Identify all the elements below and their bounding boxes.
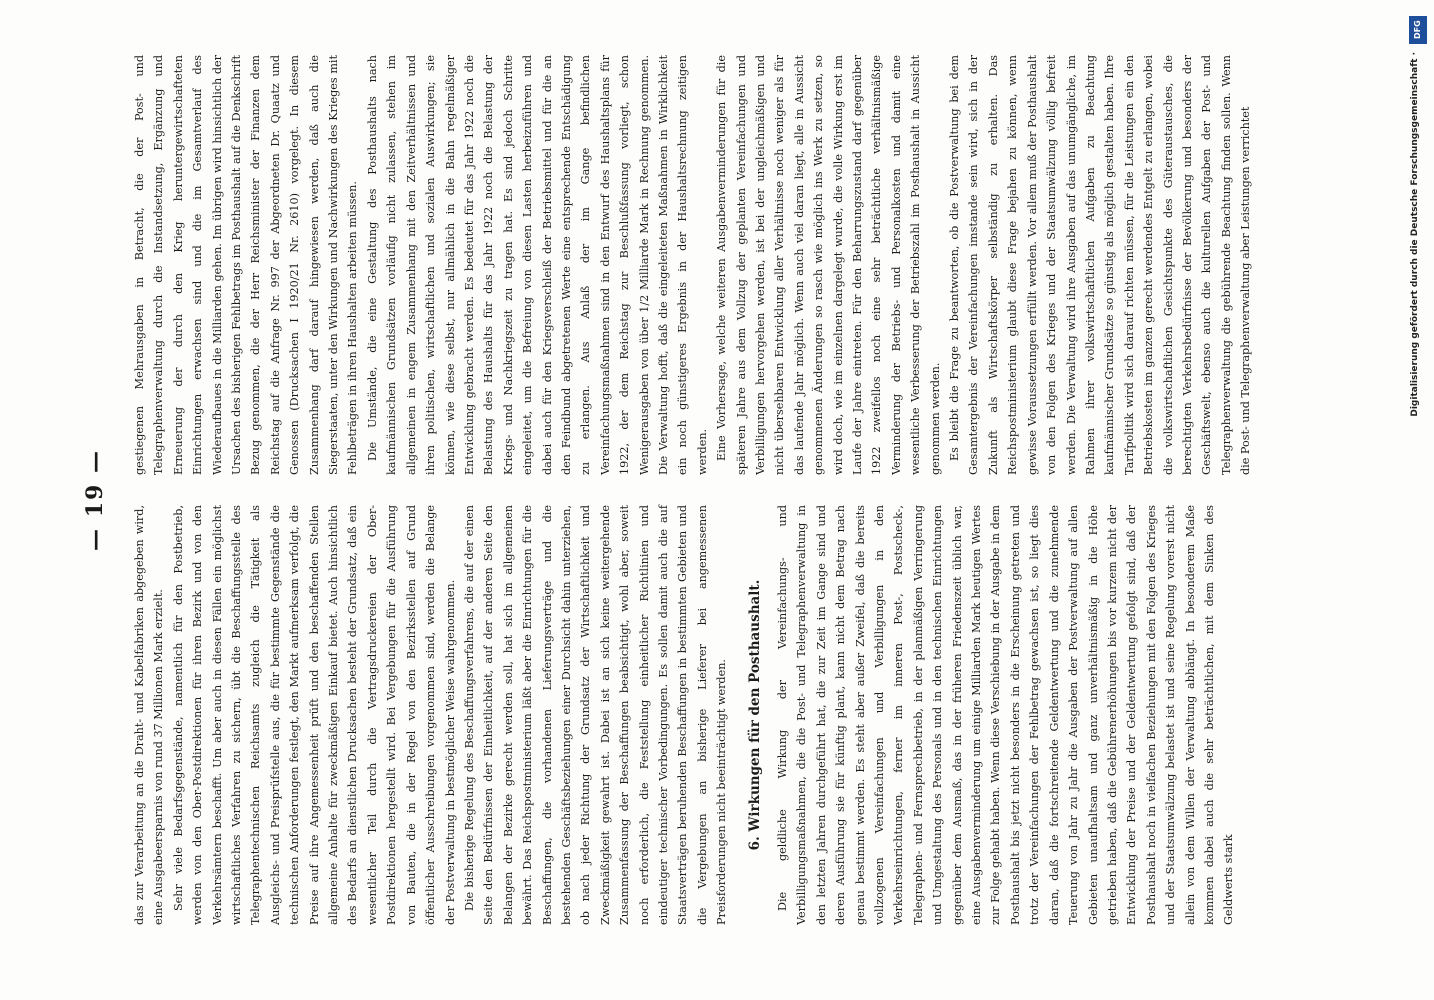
dfg-logo: DFG xyxy=(1409,16,1427,44)
paragraph: Eine Vorhersage, welche weiteren Ausgabenverminderungen für die späteren Jahre aus dem Vollzug der geplanten Vereinfachungen und Verbilligungen hervorgehen werden, ist bei der ungleichmäßigen und nicht übersehbaren Entwicklung aller Verhältnisse noch weniger als für das laufende Jahr möglich. Wenn auch viel daran liegt, alle in Aussicht genommenen Änderungen so rasch wie möglich ins Werk zu setzen, so wird doch, wie im einzelnen dargelegt wurde, die volle Wirkung erst im Laufe der Jahre eintreten. Für den Beharrungszustand darf gegenüber 1922 zweifellos noch eine sehr beträchtliche verhältnismäßige Verminderung der Betriebs- und Personalkosten und damit eine wesentliche Verbesserung der Betriebszahl im Posthaushalt in Aussicht genommen werden. xyxy=(715,55,942,475)
digitization-stamp xyxy=(1408,8,1428,988)
rotated-page-content xyxy=(70,35,1310,965)
paragraph: gestiegenen Mehrausgaben in Betracht, die der Post- und Telegraphenverwaltung durch die Instandsetzung, Ergänzung und Erneuerung der durch den Krieg heruntergewirtschafteten Einrichtungen erwachsen sind und die im Gesamtverlauf des Wiederaufbaues in die Milliarden gehen. Im übrigen wird hinsichtlich der Ursachen des bisherigen Fehlbetrags im Posthaushalt auf die Denkschrift Bezug genommen, die der Herr Reichsminister der Finanzen dem Reichstag auf die Anfrage Nr. 997 der Abgeordneten Dr. Quaatz und Genossen (Drucksachen I 1920/21 Nr. 2610) vorgelegt. In diesem Zusammenhang darf darauf hingewiesen werden, daß auch die Siegerstaaten, unter den Wirkungen und Nachwirkungen des Krieges mit Fehlbeträgen in ihren Haushalten arbeiten müssen. xyxy=(133,55,360,475)
paragraph: Es bleibt die Frage zu beantworten, ob die Postverwaltung bei dem Gesamtergebnis der Vereinfachungen imstande sein wird, sich in der Zukunft als Wirtschaftskörper selbständig zu erhalten. Das Reichspostministerium glaubt diese Frage bejahen zu können, wenn gewisse Voraussetzungen erfüllt werden. Vor allem muß der Posthaushalt von den Folgen des Krieges und der Staatsumwälzung völlig befreit werden. Die Verwaltung wird ihre Ausgaben auf das unumgängliche, im Rahmen ihrer volkswirtschaftlichen Aufgaben zu Beachtung kaufmännischer Grundsätze so günstig als möglich gestalten haben. Ihre Tarifpolitik wird sich darauf richten müssen, für die Leistungen ein den Betriebskosten im ganzen gerecht werdendes Entgelt zu erlangen, wobei die volkswirtschaftlichen Gesichtspunkte des Güteraustausches, die berechtigten Verkehrsbedürfnisse der Bevölkerung und besonders der Geschäftswelt, ebenso auch die kulturellen Aufgaben der Post- und Telegraphenverwaltung die gebührende Beachtung finden sollen. Wenn die Post- und Telegraphenverwaltung aber Leistungen verrichtet xyxy=(948,55,1253,475)
section-heading: 6. Wirkungen für den Posthaushalt. xyxy=(746,579,763,851)
left-column xyxy=(130,505,1239,925)
paragraph: Die geldliche Wirkung der Vereinfachungs- und Verbilligungsmaßnahmen, die die Post- und Telegraphenverwaltung in den letzten Jahren durchgeführt hat, die zur Zeit im Gange sind und deren Ausführung sie für künftig plant, kann nicht dem Betrag nach genau bestimmt werden. Es steht aber außer Zweifel, daß die bereits vollzogenen Vereinfachungen und Verbilligungen in den Verkehrseinrichtungen, ferner im inneren Post-, Postscheck-, Telegraphen- und Fernsprechbetrieb, in der planmäßigen Verringerung und Umgestaltung des Personals und in den technischen Einrichtungen gegenüber dem Ausmaß, das in der früheren Friedenszeit üblich war, eine Ausgabenverminderung um einige Milliarden Mark heutigen Wertes zur Folge gehabt haben. Wenn diese Verschiebung in der Ausgabe in dem Posthaushalt bis jetzt nicht besonders in die Erscheinung getreten und trotz der Vereinfachungen der Fehlbetrag gewachsen ist, so liegt dies daran, daß die fortschreitende Geldentwertung und die zunehmende Teuerung von Jahr zu Jahr die Ausgaben der Postverwaltung auf allen Gebieten unaufhaltsam und ganz unverhältnismäßig in die Höhe getrieben haben, daß die Gebührenerhöhungen bis vor kurzem nicht der Entwicklung der Preise und der Geldentwertung gefolgt sind, daß der Posthaushalt noch in vielfachen Beziehungen mit den Folgen des Krieges und der Staatsumwälzung belastet ist und seine Regelung vorerst nicht allein von dem Willen der Verwaltung abhängt. In besonderem Maße kommen dabei auch die sehr beträchtlichen, mit dem Sinken des Geldwerts stark xyxy=(776,505,1236,925)
stamp-text: Digitalisierung gefördert durch die Deutsche Forschungsgemeinschaft · xyxy=(1410,52,1420,417)
paragraph: das zur Verarbeitung an die Draht- und Kabelfabriken abgegeben wird, eine Ausgabeersparnis von rund 37 Millionen Mark erzielt. xyxy=(133,505,166,925)
paragraph: Die bisherige Regelung des Beschaffungsverfahrens, die auf der einen Seite den Bedürfnissen der Einheitlichkeit, auf der anderen Seite den Belangen der Bezirke gerecht werden soll, hat sich im allgemeinen bewährt. Das Reichspostministerium läßt aber die Einrichtungen für die Beschaffungen, die vorhandenen Lieferungsverträge und die bestehenden Geschäftsbeziehungen einer Durchsicht dahin unterziehen, ob nach jeder Richtung der Grundsatz der Wirtschaftlichkeit und Zweckmäßigkeit gewahrt ist. Dabei ist an sich keine weitergehende Zusammenfassung der Beschaffungen beabsichtigt, wohl aber, soweit noch erforderlich, die Feststellung einheitlicher Richtlinien und eindeutiger technischer Vorbedingungen. Es sollen damit auch die auf Staatsverträgen beruhenden Beschaffungen in bestimmten Gebieten und die Vergebungen an bisherige Lieferer bei angemessenen Preisforderungen nicht beeinträchtigt werden. xyxy=(462,505,729,925)
paragraph: Sehr viele Bedarfsgegenstände, namentlich für den Postbetrieb, werden von den Ober-Postdirektionen für ihren Bezirk und von den Verkehrsämtern beschafft. Um aber auch in diesen Fällen ein möglichst wirtschaftliches Verfahren zu sichern, übt die Beschaffungsstelle des Telegraphentechnischen Reichsamts zugleich die Tätigkeit als Ausgleichs- und Preisprüfstelle aus, die für bestimmte Gegenstände die technischen Anforderungen festlegt, den Markt aufmerksam verfolgt, die Preise auf ihre Angemessenheit prüft und den beschaffenden Stellen allgemeine Anhalte für zweckmäßigen Einkauf bietet. Auch hinsichtlich des Bedarfs an dienstlichen Drucksachen besteht der Grundsatz, daß ein wesentlicher Teil durch die Vertragsdruckereien der Ober-Postdirektionen hergestellt wird. Bei Vergebungen für die Ausführung von Bauten, die in der Regel von den Bezirksstellen auf Grund öffentlicher Ausschreibungen vorgenommen sind, werden die Belange der Postverwaltung in bestmöglicher Weise wahrgenommen. xyxy=(171,505,457,925)
paragraph: Die Umstände, die eine Gestaltung des Posthaushalts nach kaufmännischen Grundsätzen vorläufig nicht zulassen, stehen im allgemeinen in engem Zusammenhang mit den Zeitverhältnissen und ihren politischen, wirtschaftlichen und sozialen Auswirkungen; sie können, wie diese selbst, nur allmählich in die Bahn regelmäßiger Entwicklung gebracht werden. Es bedeutet für das Jahr 1922 noch die Belastung des Haushalts für das Jahr 1922 noch die Belastung der Kriegs- und Nachkriegszeit zu tragen hat. Es sind jedoch Schritte eingeleitet, um die Befreiung von diesen Lasten herbeizuführen und dabei auch für den Kriegsverschleiß der Betriebsmittel und für die an den Feindbund abgetretenen Werte eine entsprechende Entschädigung zu erlangen. Aus Anlaß der im Gange befindlichen Vereinfachungsmaßnahmen sind in den Entwurf des Haushaltsplans für 1922, der dem Reichstag zur Beschlußfassung vorliegt, schon Wenigerausgaben von über 1/2 Milliarde Mark in Rechnung genommen. Die Verwaltung hofft, daß die eingeleiteten Maßnahmen in Wirklichkeit ein noch günstigeres Ergebnis in der Haushaltsrechnung zeitigen werden. xyxy=(365,55,709,475)
right-column xyxy=(130,55,1256,475)
page-number: — 19 — xyxy=(82,449,108,551)
